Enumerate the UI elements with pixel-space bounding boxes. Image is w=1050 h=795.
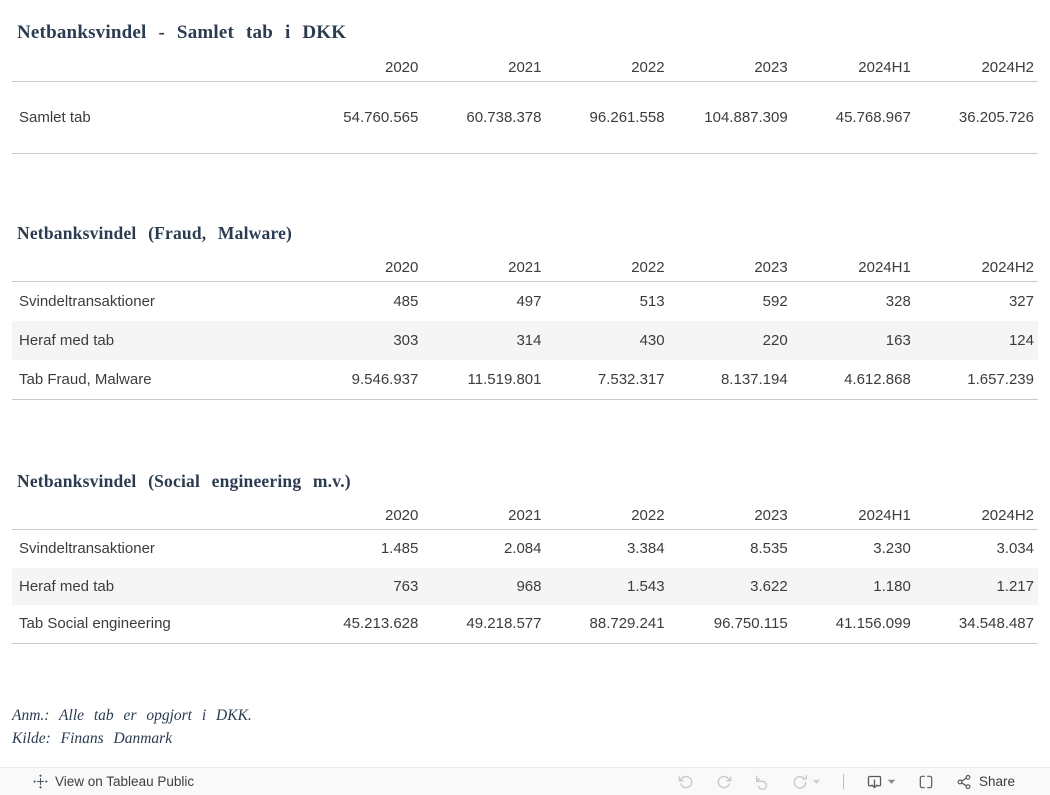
cell: 163	[885, 332, 911, 349]
reset-button[interactable]	[754, 774, 770, 790]
note-kilde: Kilde: Finans Danmark	[12, 730, 173, 747]
table-title-social-engineering: Netbanksvindel (Social engineering m.v.)	[17, 471, 351, 491]
row-label: Svindeltransaktioner	[19, 293, 155, 310]
header-row	[12, 254, 1038, 282]
header-row	[12, 54, 1038, 82]
column-header: 2023	[754, 59, 788, 76]
cell: 34.548.487	[958, 615, 1034, 633]
redo-button[interactable]	[716, 774, 732, 790]
toolbar-tools	[678, 773, 1015, 790]
row-label: Heraf med tab	[19, 332, 115, 349]
table-title-samlet-tab: Netbanksvindel - Samlet tab i DKK	[17, 22, 347, 43]
share-icon	[956, 774, 972, 790]
cell: 124	[1008, 332, 1034, 349]
column-header: 2020	[385, 259, 419, 276]
download-button[interactable]	[866, 773, 896, 790]
cell: 8.137.194	[720, 371, 788, 388]
header-row	[12, 502, 1038, 530]
social-engineering-table	[12, 502, 1038, 644]
view-on-tableau-public-link[interactable]	[33, 774, 194, 789]
samlet-tab-table	[12, 54, 1038, 154]
fullscreen-icon	[918, 774, 934, 790]
view-link-label: View on Tableau Public	[55, 774, 195, 789]
cell: 485	[393, 293, 419, 310]
tableau-toolbar	[0, 767, 1050, 795]
column-header: 2024H2	[981, 59, 1034, 76]
cell: 4.612.868	[844, 371, 911, 388]
cell: 3.622	[750, 577, 788, 595]
fullscreen-button[interactable]	[918, 774, 934, 790]
cell: 45.768.967	[835, 109, 911, 126]
column-header: 2024H1	[858, 59, 911, 76]
note-anm: Anm.: Alle tab er opgjort i DKK.	[12, 707, 252, 724]
row-label: Samlet tab	[19, 109, 91, 126]
cell: 497	[516, 293, 542, 310]
cell: 60.738.378	[466, 109, 542, 126]
column-header: 2020	[385, 507, 419, 524]
footnotes	[12, 704, 252, 750]
table-row	[12, 360, 1038, 400]
cell: 303	[393, 332, 419, 349]
empty-header-cell	[12, 254, 299, 282]
table-title-fraud-malware: Netbanksvindel (Fraud, Malware)	[17, 223, 293, 243]
cell: 1.217	[996, 577, 1034, 595]
table-row	[12, 82, 1038, 154]
undo-button[interactable]	[678, 774, 694, 790]
cell: 763	[393, 577, 419, 595]
cell: 7.532.317	[597, 371, 665, 388]
cell: 3.230	[873, 540, 911, 558]
redo-icon	[716, 774, 732, 790]
cell: 513	[639, 293, 665, 310]
cell: 88.729.241	[589, 615, 665, 633]
column-header: 2021	[508, 507, 542, 524]
cell: 1.543	[627, 577, 665, 595]
row-label: Tab Social engineering	[19, 615, 171, 633]
cell: 314	[516, 332, 542, 349]
column-header: 2020	[385, 59, 419, 76]
column-header: 2022	[631, 59, 665, 76]
undo-icon	[678, 774, 694, 790]
section-samlet-tab	[12, 22, 1038, 154]
column-header: 2022	[631, 259, 665, 276]
fraud-malware-table	[12, 254, 1038, 400]
cell: 11.519.801	[467, 371, 542, 388]
cell: 41.156.099	[835, 615, 911, 633]
cell: 1.657.239	[967, 371, 1034, 388]
cell: 327	[1008, 293, 1034, 310]
refresh-button[interactable]	[792, 774, 821, 790]
cell: 968	[516, 577, 542, 595]
column-header: 2024H1	[858, 259, 911, 276]
cell: 3.384	[627, 540, 665, 558]
cell: 54.760.565	[343, 109, 419, 126]
column-header: 2023	[754, 507, 788, 524]
cell: 1.180	[873, 577, 911, 595]
row-label: Heraf med tab	[19, 577, 115, 595]
row-label: Tab Fraud, Malware	[19, 371, 152, 388]
refresh-icon	[792, 774, 808, 790]
cell: 96.750.115	[713, 615, 788, 633]
column-header: 2022	[631, 507, 665, 524]
section-fraud-malware	[12, 222, 1038, 400]
column-header: 2023	[754, 259, 788, 276]
table-row	[12, 605, 1038, 643]
toolbar-separator	[843, 774, 844, 789]
empty-header-cell	[12, 54, 299, 82]
column-header: 2021	[508, 259, 542, 276]
refresh-caret-down-icon	[812, 779, 821, 785]
tableau-logo-icon	[33, 774, 48, 789]
reset-icon	[754, 774, 770, 790]
table-row	[12, 530, 1038, 568]
cell: 328	[885, 293, 911, 310]
share-button-label: Share	[978, 774, 1015, 789]
table-row	[12, 282, 1038, 322]
cell: 220	[762, 332, 788, 349]
cell: 2.084	[503, 540, 542, 558]
download-icon	[866, 773, 883, 790]
cell: 9.546.937	[351, 371, 419, 388]
empty-header-cell	[12, 502, 299, 530]
cell: 592	[762, 293, 788, 310]
cell: 49.218.577	[466, 615, 542, 633]
cell: 36.205.726	[958, 109, 1034, 126]
column-header: 2024H2	[981, 259, 1034, 276]
cell: 1.485	[380, 540, 419, 558]
cell: 96.261.558	[589, 109, 665, 126]
table-row	[12, 568, 1038, 606]
cell: 3.034	[996, 540, 1034, 558]
cell: 45.213.628	[343, 615, 419, 633]
share-button[interactable]	[956, 774, 1015, 790]
cell: 430	[639, 332, 665, 349]
column-header: 2024H1	[858, 507, 911, 524]
cell: 104.887.309	[704, 109, 788, 126]
table-row	[12, 321, 1038, 360]
column-header: 2021	[508, 59, 542, 76]
column-header: 2024H2	[981, 507, 1034, 524]
row-label: Svindeltransaktioner	[19, 540, 155, 558]
download-caret-down-icon	[887, 779, 896, 785]
cell: 8.535	[750, 540, 788, 558]
section-social-engineering	[12, 470, 1038, 644]
